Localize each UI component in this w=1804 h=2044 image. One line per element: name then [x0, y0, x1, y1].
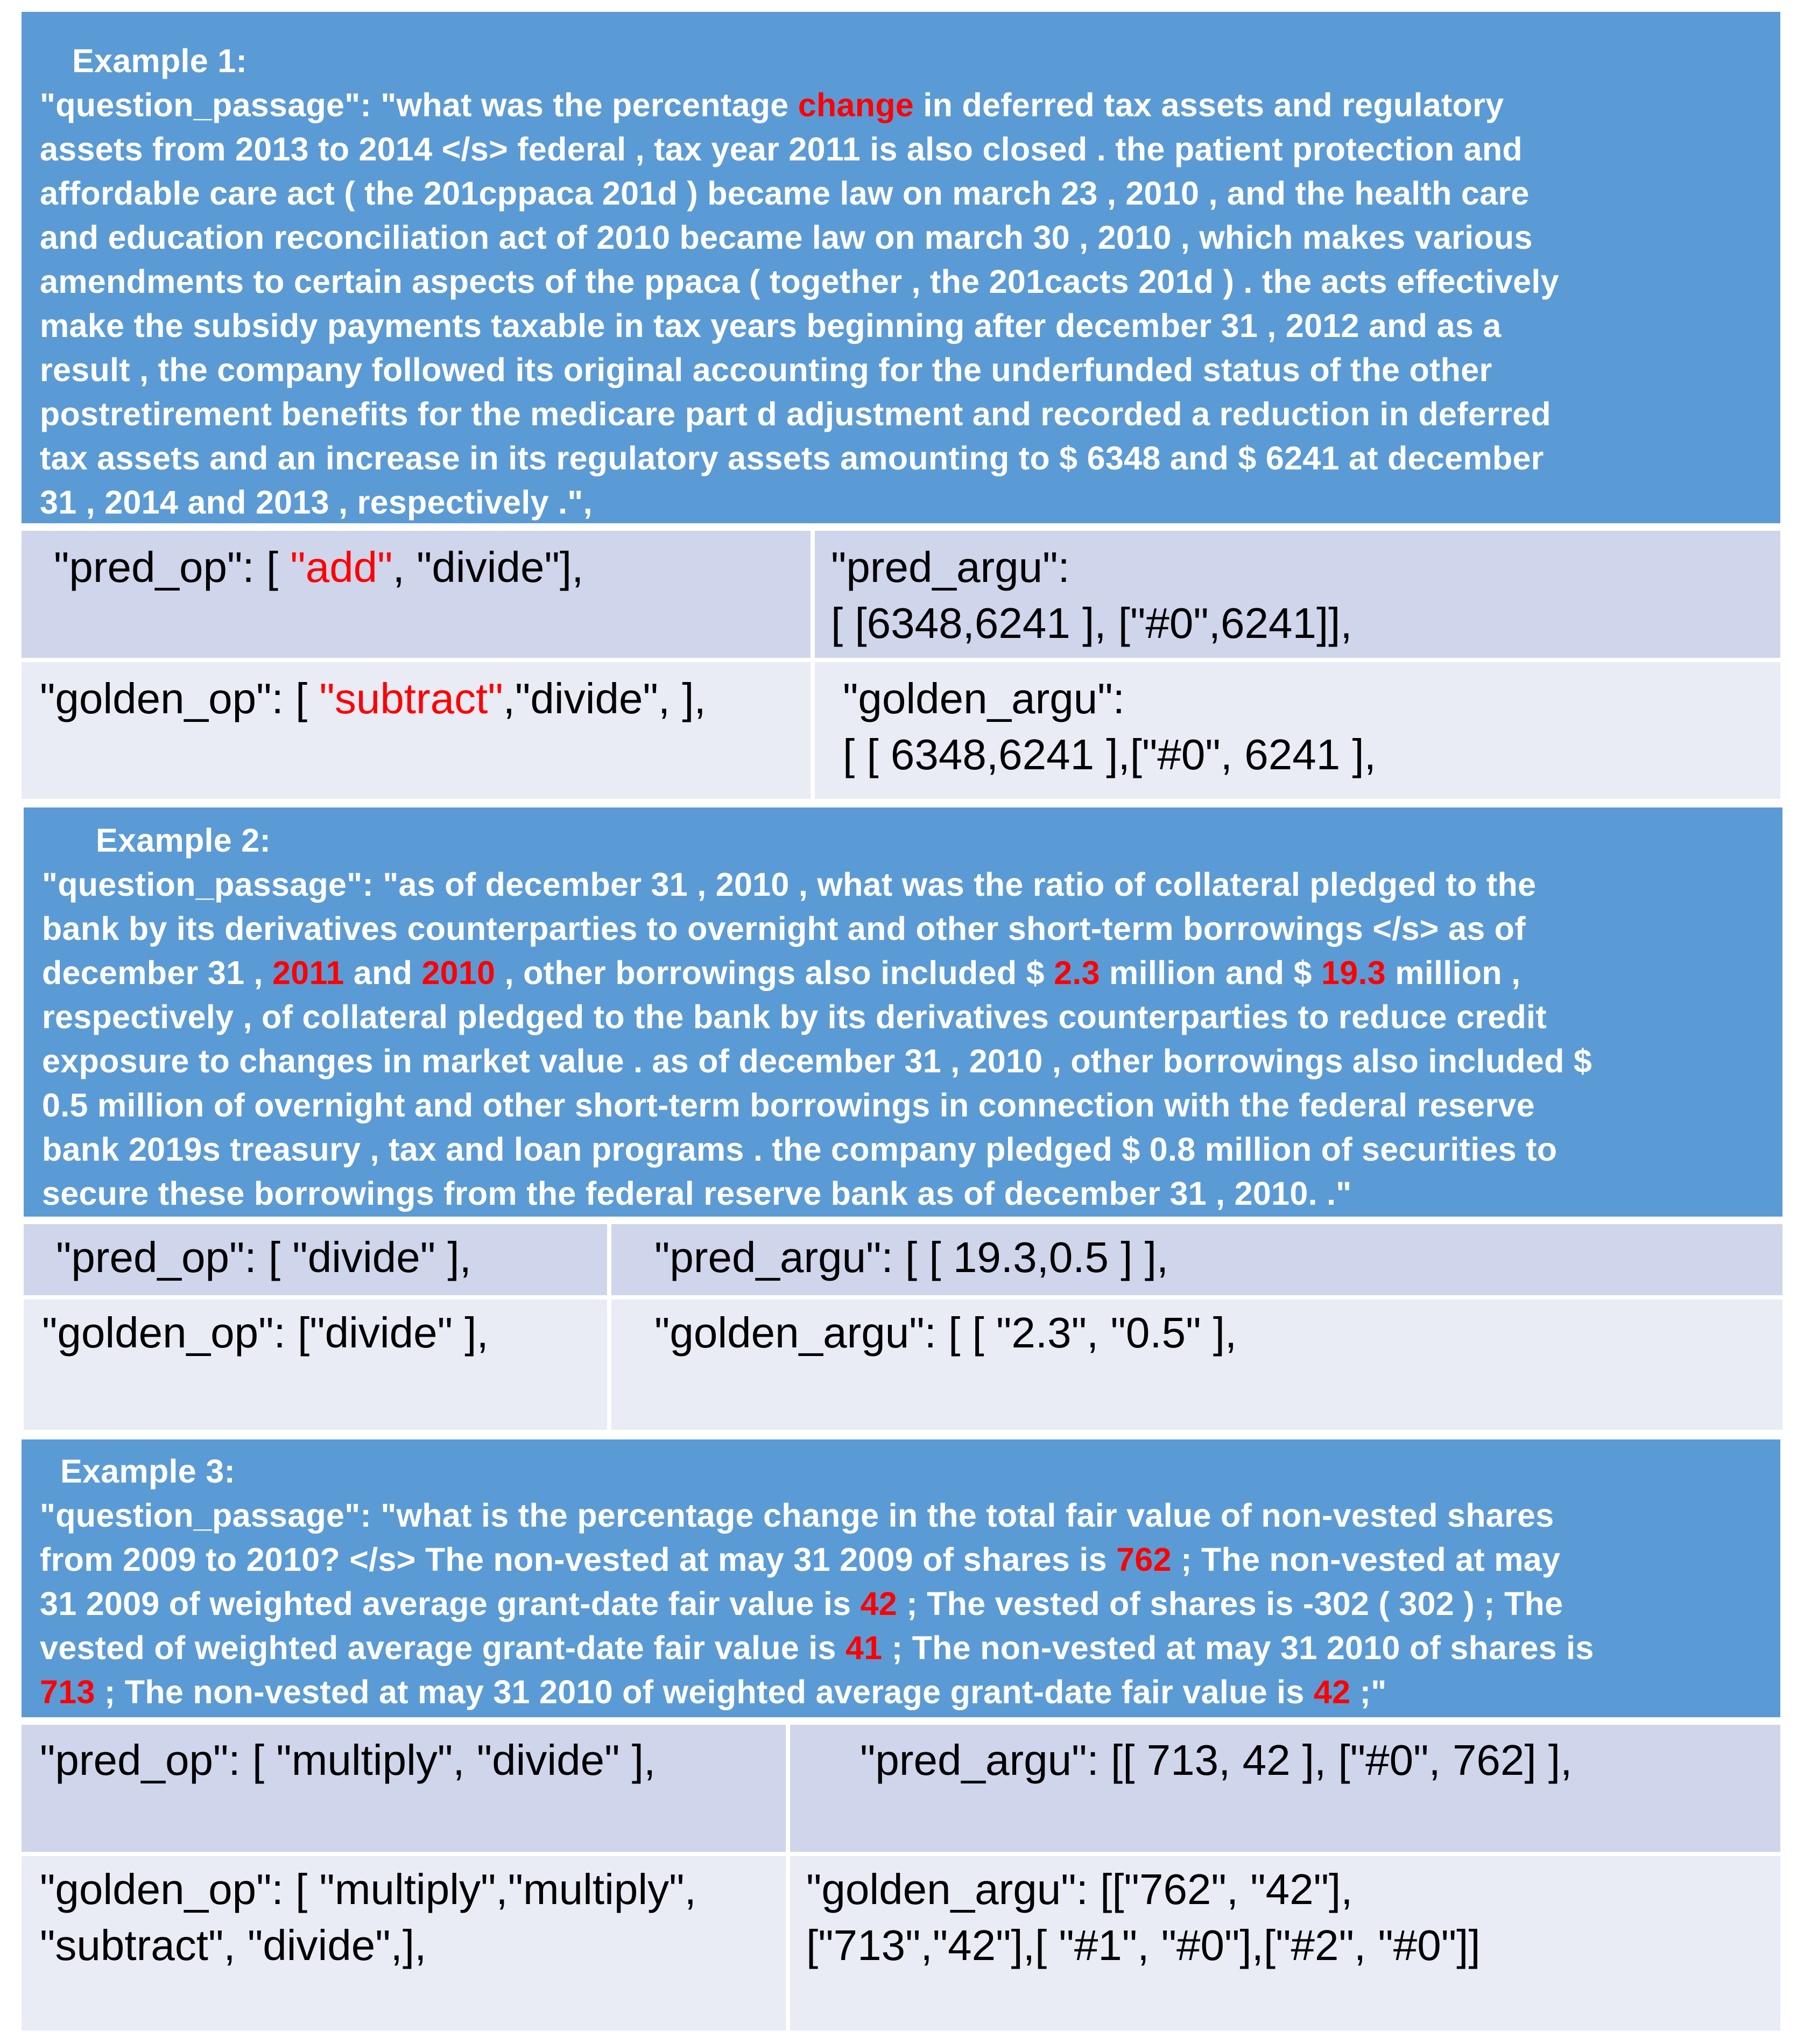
text-segment: affordable care act ( the 201cppaca 201d ) became law on march 23 , 2010 , and the health care — [40, 175, 1530, 212]
text-segment: "golden_op": ["divide" ], — [42, 1309, 489, 1357]
golden-argu-text — [806, 1862, 1780, 1973]
pred-op-text — [54, 539, 811, 595]
text-segment: december 31 , — [42, 954, 273, 991]
golden-op-cell — [22, 662, 811, 799]
text-segment: [ [6348,6241 ], ["#0",6241]], — [831, 599, 1352, 647]
text-line — [42, 1171, 1761, 1216]
example-3-passage-box — [22, 1439, 1780, 1717]
pred-op-text — [56, 1230, 607, 1286]
text-segment: "question_passage": "what was the percentage — [40, 87, 798, 123]
text-segment: million and $ — [1100, 954, 1322, 991]
golden-op-text — [40, 671, 811, 727]
golden-argu-cell — [815, 662, 1780, 799]
text-segment: "pred_argu": [[ 713, 42 ], ["#0", 762] ], — [860, 1736, 1573, 1784]
highlighted-text: 42 — [1313, 1674, 1351, 1710]
text-line — [40, 348, 1759, 392]
highlighted-text: change — [798, 87, 914, 123]
text-segment: "question_passage": "what is the percentage change in the total fair value of non-vested shares — [40, 1497, 1554, 1534]
pred-op-text — [40, 1732, 786, 1788]
text-line — [42, 995, 1761, 1039]
text-line — [40, 171, 1759, 215]
example-title: Example 2: — [96, 822, 271, 859]
text-segment: bank 2019s treasury , tax and loan programs . the company pledged $ 0.8 million of securities to — [42, 1131, 1558, 1168]
text-segment: postretirement benefits for the medicare part d adjustment and recorded a reduction in deferred — [40, 396, 1551, 432]
pred-op-cell — [24, 1224, 607, 1295]
highlighted-text: 19.3 — [1321, 954, 1386, 991]
text-segment: ; The non-vested at may 31 2010 of weighted average grant-date fair value is — [95, 1674, 1314, 1710]
text-line — [40, 259, 1759, 304]
question-passage — [40, 83, 1759, 524]
text-line — [40, 1732, 786, 1788]
question-passage — [40, 1493, 1759, 1714]
text-segment: "subtract", "divide",], — [40, 1921, 427, 1969]
text-segment: ; The non-vested at may 31 2010 of shares is — [882, 1629, 1594, 1666]
pred-op-cell — [22, 1725, 786, 1852]
text-segment: "pred_op": [ "multiply", "divide" ], — [40, 1736, 656, 1784]
highlighted-text: 2011 — [272, 954, 344, 991]
text-segment: respectively , of collateral pledged to the bank by its derivatives counterparties to reduce credit — [42, 999, 1547, 1035]
text-line — [42, 1305, 607, 1361]
text-line — [40, 215, 1759, 259]
golden-op-cell — [24, 1300, 607, 1430]
golden-op-text — [42, 1305, 607, 1361]
golden-argu-text — [654, 1305, 1782, 1361]
highlighted-text: 41 — [845, 1629, 883, 1666]
highlighted-text: "subtract" — [319, 675, 503, 722]
text-line — [831, 595, 1780, 651]
text-line — [860, 1732, 1780, 1788]
text-line — [40, 127, 1759, 171]
text-segment: million , — [1385, 954, 1521, 991]
highlighted-text: "add" — [290, 543, 393, 591]
text-line — [843, 727, 1780, 783]
text-segment: bank by its derivatives counterparties to overnight and other short-term borrowings </s> as of — [42, 910, 1526, 947]
text-line — [42, 1083, 1761, 1127]
text-line — [40, 436, 1759, 480]
text-segment: ,"divide", ], — [503, 675, 706, 722]
text-segment: "golden_argu": — [843, 675, 1125, 722]
text-segment: amendments to certain aspects of the ppaca ( together , the 201cacts 201d ) . the acts effectively — [40, 263, 1559, 300]
text-segment: "golden_argu": [["762", "42"], — [806, 1865, 1353, 1913]
text-segment: exposure to changes in market value . as of december 31 , 2010 , other borrowings also included $ — [42, 1043, 1592, 1079]
golden-argu-text — [843, 671, 1780, 783]
highlighted-text: 713 — [40, 1674, 95, 1710]
text-line — [42, 862, 1761, 907]
highlighted-text: 2.3 — [1054, 954, 1100, 991]
text-line — [40, 1537, 1759, 1582]
example-title: Example 1: — [72, 43, 248, 79]
text-line — [40, 1862, 786, 1917]
text-line — [40, 1670, 1759, 1714]
text-segment: and — [344, 954, 422, 991]
text-line — [56, 1230, 607, 1286]
text-line — [40, 1626, 1759, 1670]
pred-argu-cell — [790, 1725, 1780, 1852]
text-line — [654, 1305, 1782, 1361]
text-segment: ; The vested of shares is -302 ( 302 ) ; The — [897, 1585, 1563, 1622]
pred-argu-text — [860, 1732, 1780, 1788]
text-line — [40, 304, 1759, 348]
text-segment: result , the company followed its original accounting for the underfunded status of the other — [40, 352, 1492, 388]
text-line — [806, 1862, 1780, 1917]
text-segment: 31 2009 of weighted average grant-date fair value is — [40, 1585, 861, 1622]
text-segment: assets from 2013 to 2014 </s> federal , tax year 2011 is also closed . the patient protection and — [40, 131, 1523, 167]
text-line — [42, 1039, 1761, 1083]
text-line — [806, 1917, 1780, 1973]
text-segment: , "divide"], — [392, 543, 584, 591]
text-segment: make the subsidy payments taxable in tax years beginning after december 31 , 2012 and as a — [40, 307, 1502, 344]
text-line — [42, 1127, 1761, 1171]
example-title: Example 3: — [60, 1453, 236, 1490]
text-line — [42, 907, 1761, 951]
text-line — [40, 1917, 786, 1973]
text-segment: "question_passage": "as of december 31 , 2010 , what was the ratio of collateral pledged to the — [42, 866, 1537, 903]
text-segment: "pred_argu": — [831, 543, 1070, 591]
text-segment: ;" — [1350, 1674, 1387, 1710]
highlighted-text: 2010 — [421, 954, 496, 991]
text-segment: "golden_op": [ "multiply","multiply", — [40, 1865, 696, 1913]
pred-argu-text — [831, 539, 1780, 651]
text-line — [40, 480, 1759, 524]
text-segment: "pred_op": [ — [54, 543, 291, 591]
text-line — [42, 951, 1761, 995]
text-segment: "pred_op": [ "divide" ], — [56, 1233, 471, 1281]
text-line — [54, 539, 811, 595]
example-2-passage-box — [24, 807, 1782, 1217]
text-segment: 0.5 million of overnight and other short-term borrowings in connection with the federal reserve — [42, 1087, 1535, 1123]
text-segment: in deferred tax assets and regulatory — [914, 87, 1504, 123]
pred-argu-text — [654, 1230, 1782, 1286]
text-line — [654, 1230, 1782, 1286]
question-passage — [42, 862, 1761, 1216]
text-segment: vested of weighted average grant-date fair value is — [40, 1629, 846, 1666]
text-segment: tax assets and an increase in its regulatory assets amounting to $ 6348 and $ 6241 at december — [40, 440, 1544, 476]
text-segment: , other borrowings also included $ — [495, 954, 1054, 991]
text-segment: "golden_op": [ — [40, 675, 320, 722]
text-segment: [ [ 6348,6241 ],["#0", 6241 ], — [843, 730, 1376, 778]
golden-argu-cell — [611, 1300, 1782, 1430]
text-line — [40, 392, 1759, 436]
text-line — [40, 1582, 1759, 1626]
text-segment: and education reconciliation act of 2010 became law on march 30 , 2010 , which makes various — [40, 219, 1533, 256]
text-line — [40, 671, 811, 727]
text-line — [843, 671, 1780, 727]
pred-argu-cell — [611, 1224, 1782, 1295]
text-segment: 31 , 2014 and 2013 , respectively .", — [40, 484, 593, 521]
text-line — [831, 539, 1780, 595]
text-segment: "pred_argu": [ [ 19.3,0.5 ] ], — [654, 1233, 1169, 1281]
text-line — [40, 83, 1759, 127]
text-segment: ; The non-vested at may — [1171, 1541, 1561, 1578]
text-segment: from 2009 to 2010? </s> The non-vested at may 31 2009 of shares is — [40, 1541, 1117, 1578]
golden-op-text — [40, 1862, 786, 1973]
pred-argu-cell — [815, 531, 1780, 658]
text-segment: ["713","42"],[ "#1", "#0"],["#2", "#0"]] — [806, 1921, 1481, 1969]
pred-op-cell — [22, 531, 811, 658]
text-segment: "golden_argu": [ [ "2.3", "0.5" ], — [654, 1309, 1237, 1357]
golden-argu-cell — [790, 1856, 1780, 2031]
text-line — [40, 1493, 1759, 1537]
golden-op-cell — [22, 1856, 786, 2031]
highlighted-text: 762 — [1116, 1541, 1172, 1578]
highlighted-text: 42 — [860, 1585, 898, 1622]
example-1-passage-box — [22, 12, 1780, 523]
text-segment: secure these borrowings from the federal reserve bank as of december 31 , 2010. ." — [42, 1175, 1352, 1212]
